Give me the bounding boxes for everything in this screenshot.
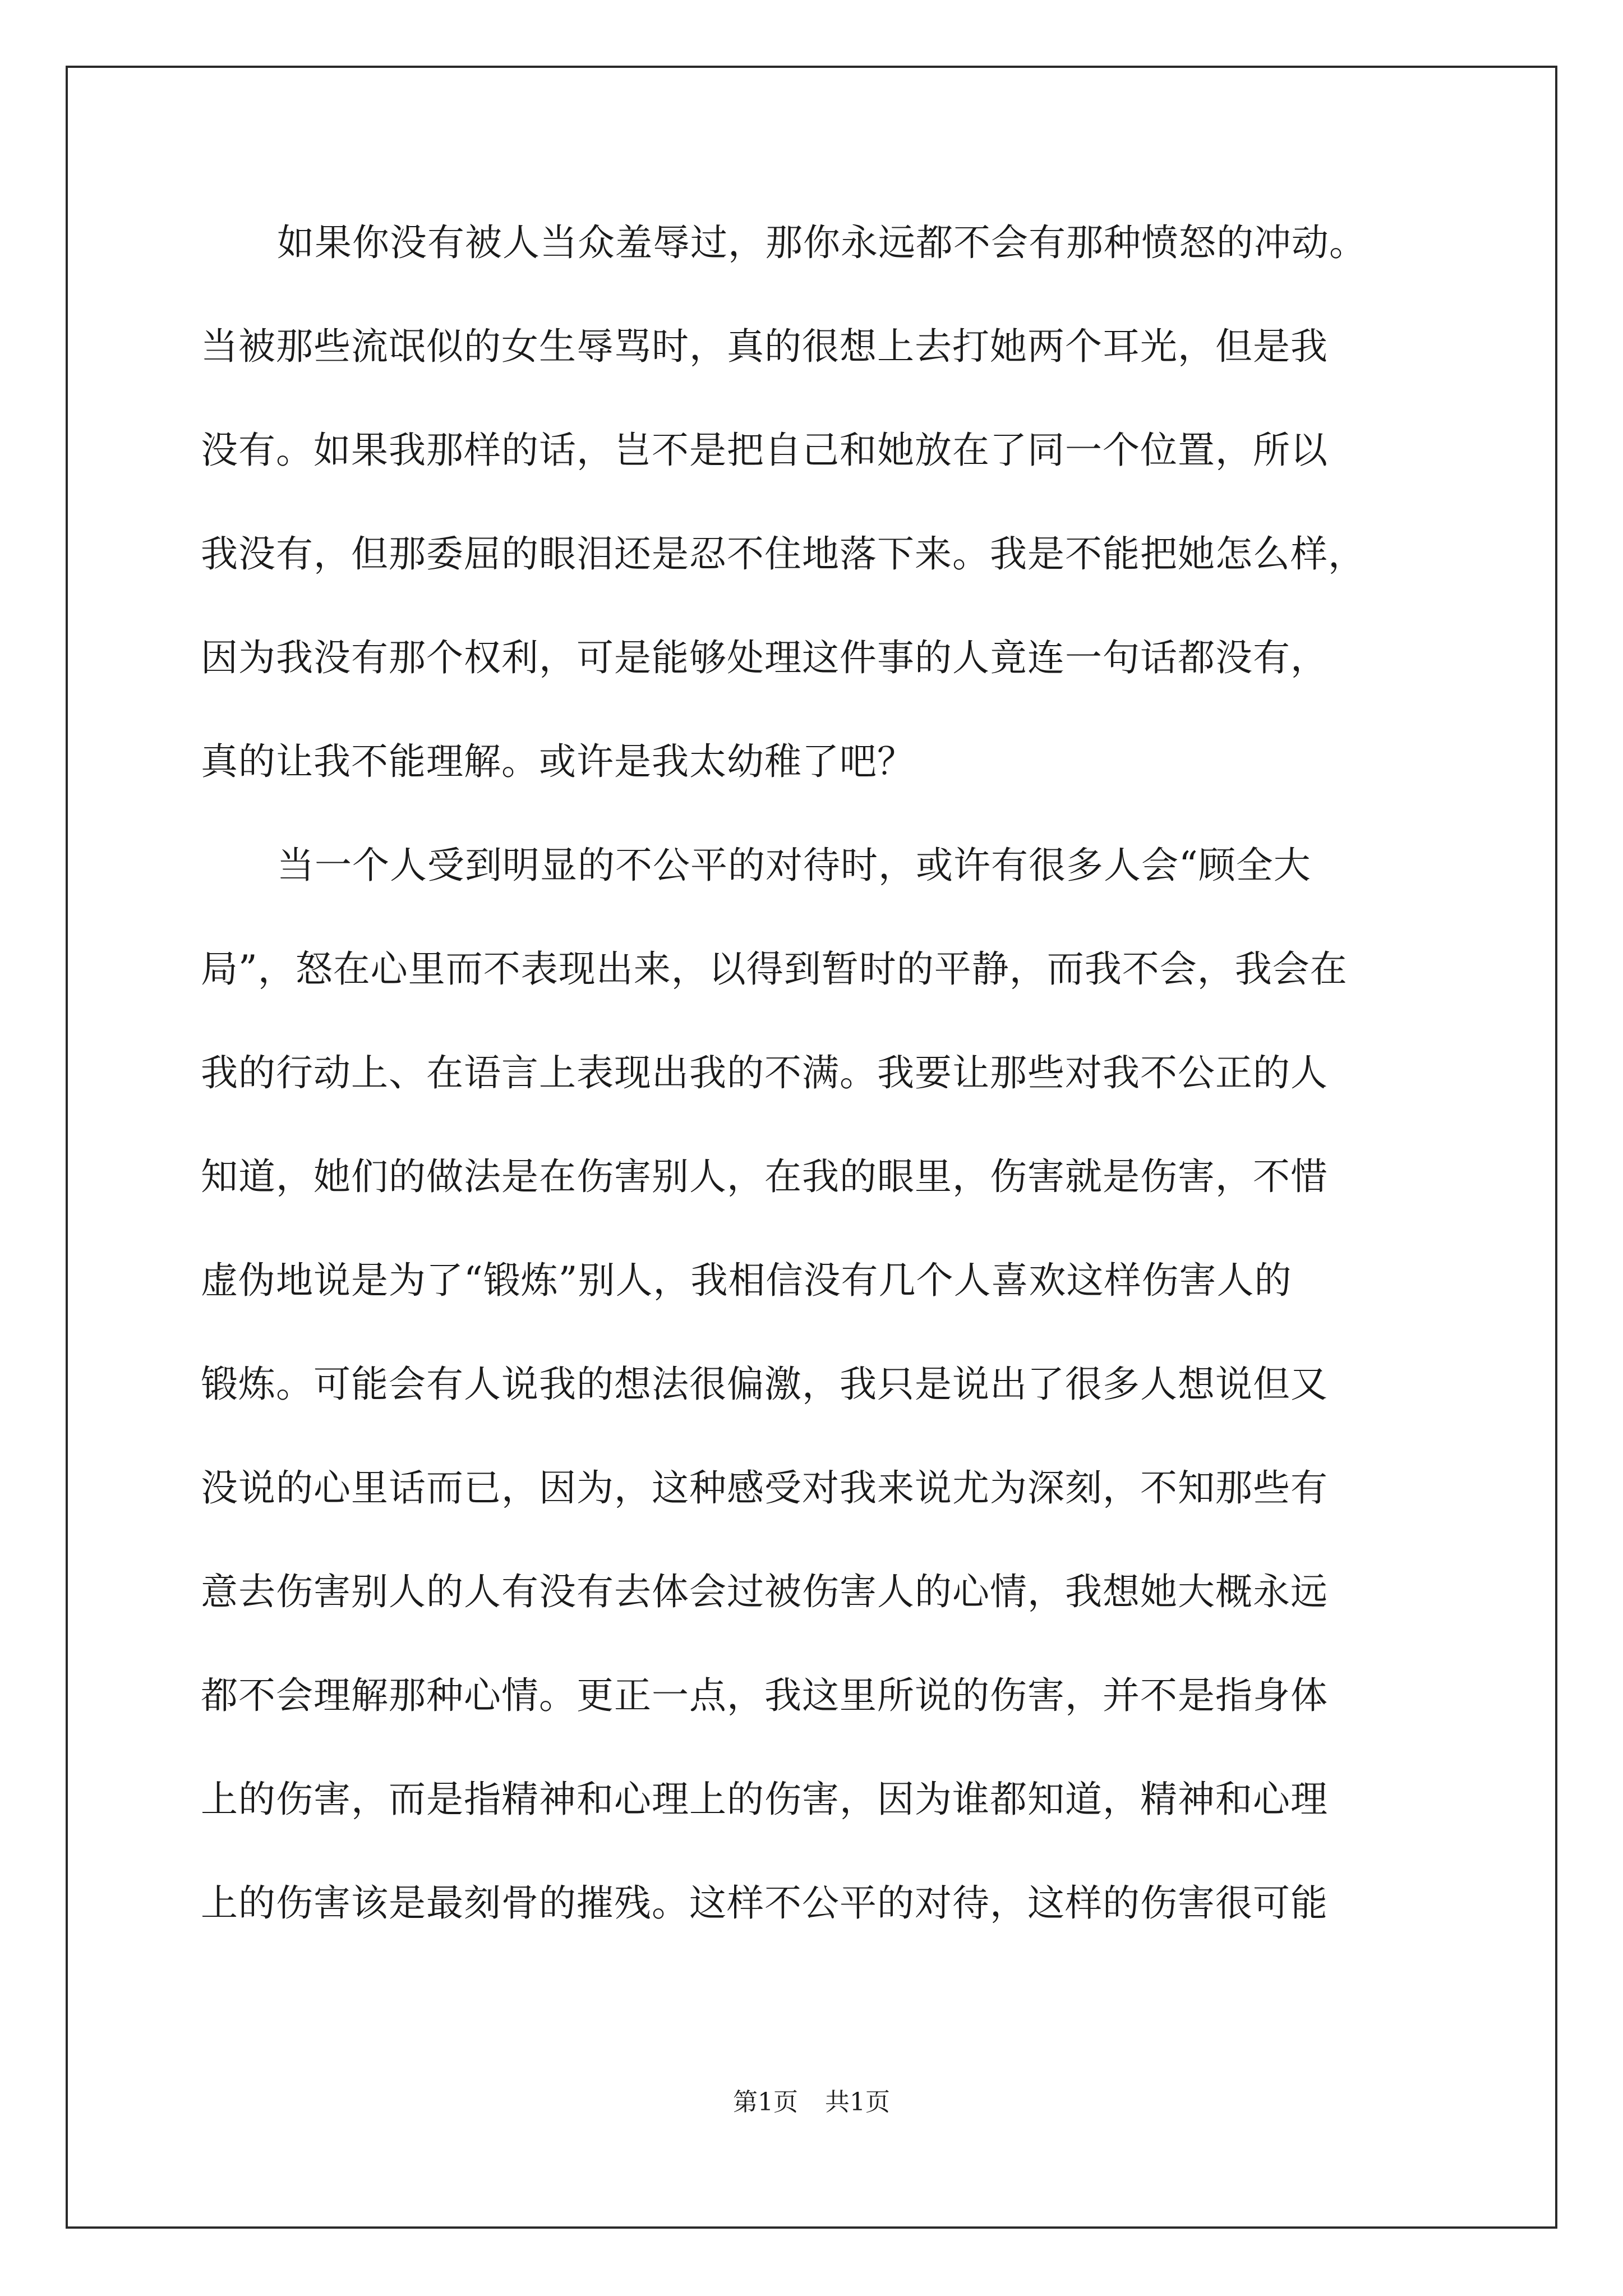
page-number-current: 第1页: [733, 2088, 798, 2116]
paragraph-2-line-2: 局”，怒在心里而不表现出来，以得到暂时的平静，而我不会，我会在: [201, 947, 1348, 991]
paragraph-2-line-1: 当一个人受到明显的不公平的对待时，或许有很多人会“顾全大: [277, 844, 1311, 887]
paragraph-1-line-2: 当被那些流氓似的女生辱骂时，真的很想上去打她两个耳光，但是我: [201, 325, 1328, 368]
page-number-total: 共1页: [825, 2088, 890, 2116]
paragraph-1-line-1: 如果你没有被人当众羞辱过，那你永远都不会有那种愤怒的冲动。: [277, 221, 1367, 264]
paragraph-2-line-4: 知道，她们的做法是在伤害别人，在我的眼里，伤害就是伤害，不惜: [201, 1155, 1328, 1198]
paragraph-1-line-5: 因为我没有那个权利，可是能够处理这件事的人竟连一句话都没有，: [201, 636, 1328, 679]
paragraph-1-line-3: 没有。如果我那样的话，岂不是把自己和她放在了同一个位置，所以: [201, 429, 1328, 472]
paragraph-1-line-6: 真的让我不能理解。或许是我太幼稚了吧？: [201, 740, 915, 783]
paragraph-2-line-6: 锻炼。可能会有人说我的想法很偏激，我只是说出了很多人想说但又: [201, 1363, 1328, 1406]
paragraph-2-line-8: 意去伤害别人的人有没有去体会过被伤害人的心情，我想她大概永远: [201, 1570, 1328, 1613]
document-body: [201, 212, 1423, 1976]
paragraph-2-line-3: 我的行动上、在语言上表现出我的不满。我要让那些对我不公正的人: [201, 1051, 1328, 1094]
paragraph-1-line-4: 我没有，但那委屈的眼泪还是忍不住地落下来。我是不能把她怎么样，: [201, 532, 1366, 576]
paragraph-2-line-9: 都不会理解那种心情。更正一点，我这里所说的伤害，并不是指身体: [201, 1674, 1328, 1717]
paragraph-2-line-10: 上的伤害，而是指精神和心理上的伤害，因为谁都知道，精神和心理: [201, 1778, 1328, 1821]
paragraph-2-line-11: 上的伤害该是最刻骨的摧残。这样不公平的对待，这样的伤害很可能: [201, 1881, 1328, 1925]
page-footer: [0, 2086, 1623, 2119]
paragraph-2-line-7: 没说的心里话而已，因为，这种感受对我来说尤为深刻，不知那些有: [201, 1466, 1328, 1510]
paragraph-2-line-5: 虚伪地说是为了“锻炼”别人，我相信没有几个人喜欢这样伤害人的: [201, 1259, 1292, 1302]
